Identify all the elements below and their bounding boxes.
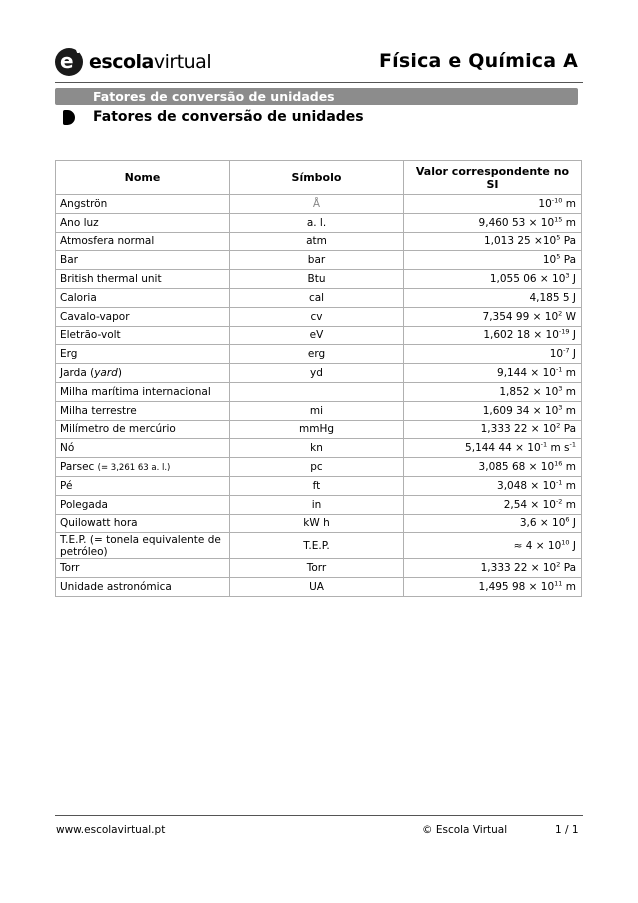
unit-name: Polegada [60,498,108,511]
unit-name-cell [56,533,230,559]
table-row [56,514,582,533]
si-value-exponent: 5 [556,252,561,261]
unit-name: Ano luz [60,216,99,229]
table-header-row [56,161,582,195]
footer-copyright: © Escola Virtual [422,824,508,836]
table-row [56,476,582,495]
si-value-exponent: -1 [555,365,563,374]
si-unit: J [572,539,576,552]
unit-name: Parsec [60,461,95,474]
si-value-mantissa: 10 [542,254,557,267]
conversion-table [55,160,582,597]
si-value [404,195,582,214]
table-row [56,270,582,289]
si-value-mantissa: 2,54 × 10 [503,498,556,511]
unit-name: Pé [60,479,73,492]
si-value [404,420,582,439]
si-value-exponent: 3 [558,403,563,412]
si-value-mantissa: 9,144 × 10 [497,367,556,380]
table-row [56,288,582,307]
si-value-exponent: 11 [554,579,563,588]
unit-name-cell [56,514,230,533]
si-value-mantissa: 3,048 × 10 [497,479,556,492]
si-value [404,364,582,383]
si-value [404,326,582,345]
unit-symbol: atm [230,232,404,251]
si-value [404,514,582,533]
unit-name-cell: Jarda (yard) [56,364,230,383]
si-value [404,307,582,326]
unit-name: Jarda [60,367,87,380]
si-value-exponent: -7 [563,346,570,355]
table-row [56,578,582,597]
si-value-mantissa: 5,144 44 × 10 [465,442,541,455]
unit-name: Angströn [60,197,108,210]
unit-name-cell [56,439,230,458]
unit-name-cell [56,251,230,270]
si-value-exponent: 15 [554,215,563,224]
si-value-mantissa: 1,609 34 × 10 [482,404,559,417]
si-value [404,533,582,559]
subheading-text: Fatores de conversão de unidades [93,109,364,125]
si-value-mantissa: 7,354 99 × 10 [482,310,559,323]
si-value-mantissa: ≈ 4 × 10 [513,539,562,552]
si-value-exponent: 16 [554,459,563,468]
si-value-exponent: 10 [561,538,570,547]
unit-symbol: cal [230,288,404,307]
unit-name-cell [56,495,230,514]
unit-symbol: kn [230,439,404,458]
si-value-exponent: 5 [556,233,561,242]
si-value-mantissa: 3,085 68 × 10 [478,461,555,474]
unit-name-cell [56,326,230,345]
unit-symbol: Å [230,195,404,214]
unit-name: British thermal unit [60,273,162,286]
si-value-mantissa: 4,185 5 [529,291,570,304]
unit-name-cell [56,559,230,578]
table-row [56,559,582,578]
page-header [55,46,583,84]
si-unit: J [572,273,576,286]
ev-logo-icon [55,48,83,76]
si-value [404,401,582,420]
table-row [56,213,582,232]
unit-symbol: mmHg [230,420,404,439]
table-row [56,458,582,477]
si-unit: m [565,404,576,417]
si-value [404,251,582,270]
si-value-exponent: 2 [556,421,561,430]
section-bar [55,88,578,105]
table-row [56,326,582,345]
unit-name-cell [56,288,230,307]
si-value [404,476,582,495]
si-value-exponent: -1 [555,478,563,487]
logo-wordmark [89,51,211,73]
si-value-mantissa: 1,495 98 × 10 [478,581,555,594]
unit-name: Eletrão-volt [60,329,121,342]
logo-wordmark-part: escola [89,51,154,73]
si-unit: m [565,216,576,229]
table-row [56,345,582,364]
si-value-mantissa: 1,055 06 × 10 [489,273,566,286]
unit-name: T.E.P. (= tonela equivalente de petróleo) [60,533,221,558]
table-row [56,232,582,251]
header-symbol: Símbolo [230,161,404,195]
table-row [56,533,582,559]
header-divider [55,82,583,83]
unit-name-cell [56,458,230,477]
unit-name-cell [56,476,230,495]
si-value-mantissa: 10 [538,197,552,210]
unit-name-cell [56,195,230,214]
section-bar-title: Fatores de conversão de unidades [93,89,335,104]
si-value-mantissa: 3,6 × 10 [519,517,566,530]
si-value [404,578,582,597]
unit-name: Cavalo-vapor [60,310,130,323]
unit-name-cell [56,213,230,232]
unit-name-cell [56,307,230,326]
si-unit: m [565,461,576,474]
table-row [56,439,582,458]
unit-symbol: mi [230,401,404,420]
bullet-arrow-icon [63,110,75,125]
unit-name-cell [56,270,230,289]
si-value-exponent: 3 [558,384,563,393]
table-row [56,420,582,439]
si-unit: m [565,479,576,492]
si-value [404,270,582,289]
si-value [404,213,582,232]
unit-symbol [230,382,404,401]
unit-name: Erg [60,348,78,361]
si-value-mantissa: 1,333 22 × 10 [480,423,557,436]
footer-url-link[interactable]: www.escolavirtual.pt [56,824,166,836]
unit-symbol: UA [230,578,404,597]
unit-symbol: T.E.P. [230,533,404,559]
unit-name: Bar [60,254,78,267]
unit-name-cell [56,420,230,439]
si-unit: m [565,197,576,210]
si-value-mantissa: 9,460 53 × 10 [478,216,555,229]
si-value [404,439,582,458]
unit-symbol: Btu [230,270,404,289]
si-value-mantissa: 1,013 25 ×10 [483,235,557,248]
table-row [56,307,582,326]
si-value-exponent: 2 [558,309,563,318]
si-value-exponent: 3 [565,271,570,280]
si-unit: m [565,581,576,594]
si-unit: Pa [563,562,576,575]
unit-symbol: bar [230,251,404,270]
si-unit: m [565,498,576,511]
table-row [56,382,582,401]
escolavirtual-logo[interactable] [55,46,211,78]
unit-symbol: Torr [230,559,404,578]
table-row [56,364,582,383]
si-value-exponent: -19 [558,327,570,336]
si-unit: Pa [563,423,576,436]
table-row [56,495,582,514]
si-value-mantissa: 1,333 22 × 10 [480,562,557,575]
unit-symbol: kW h [230,514,404,533]
unit-symbol: erg [230,345,404,364]
si-value-mantissa: 1,852 × 10 [499,385,559,398]
unit-name-cell [56,345,230,364]
si-value [404,382,582,401]
si-unit-exponent: -1 [569,440,576,449]
document-title: Física e Química A [378,50,578,72]
unit-symbol: in [230,495,404,514]
si-value-mantissa: 1,602 18 × 10 [483,329,559,342]
unit-name: Milha marítima internacional [60,385,211,398]
unit-name: Milha terrestre [60,404,137,417]
unit-name-note: (= 3,261 63 a. l.) [97,463,171,474]
table-row [56,401,582,420]
unit-name-cell [56,382,230,401]
si-value-exponent: -1 [540,440,548,449]
unit-symbol: pc [230,458,404,477]
si-value [404,288,582,307]
table-row [56,195,582,214]
si-unit: J [572,517,576,530]
unit-symbol: eV [230,326,404,345]
footer-page-number: 1 / 1 [555,824,579,836]
si-unit: m [565,367,576,380]
header-name: Nome [56,161,230,195]
unit-symbol: cv [230,307,404,326]
unit-name-cell [56,401,230,420]
si-unit: Pa [563,235,576,248]
unit-name: Unidade astronómica [60,581,172,594]
si-value [404,458,582,477]
si-unit: W [565,310,576,323]
si-unit: J [572,348,576,361]
si-value-exponent: 2 [556,560,561,569]
unit-name: Caloria [60,291,97,304]
si-unit: J [572,291,576,304]
logo-wordmark-part: virtual [153,51,212,73]
si-value [404,559,582,578]
unit-name: Torr [60,562,80,575]
si-value [404,345,582,364]
unit-name-italic: yard [94,367,118,380]
unit-name-cell [56,232,230,251]
si-value-exponent: 6 [565,515,570,524]
unit-name-cell [56,578,230,597]
si-unit: m s [550,442,570,455]
unit-symbol: yd [230,364,404,383]
footer-divider [55,815,583,816]
unit-name: Quilowatt hora [60,517,138,530]
si-value [404,232,582,251]
si-unit: J [572,329,576,342]
si-value-exponent: -10 [551,196,563,205]
si-value-exponent: -2 [555,497,563,506]
unit-name: Atmosfera normal [60,235,155,248]
table-row [56,251,582,270]
unit-name: Nó [60,442,75,455]
unit-name: Milímetro de mercúrio [60,423,176,436]
unit-symbol: ft [230,476,404,495]
si-unit: m [565,385,576,398]
si-value-mantissa: 10 [549,348,564,361]
unit-symbol: a. l. [230,213,404,232]
header-value: Valor correspondente no SI [404,161,582,195]
si-value [404,495,582,514]
si-unit: Pa [563,254,576,267]
